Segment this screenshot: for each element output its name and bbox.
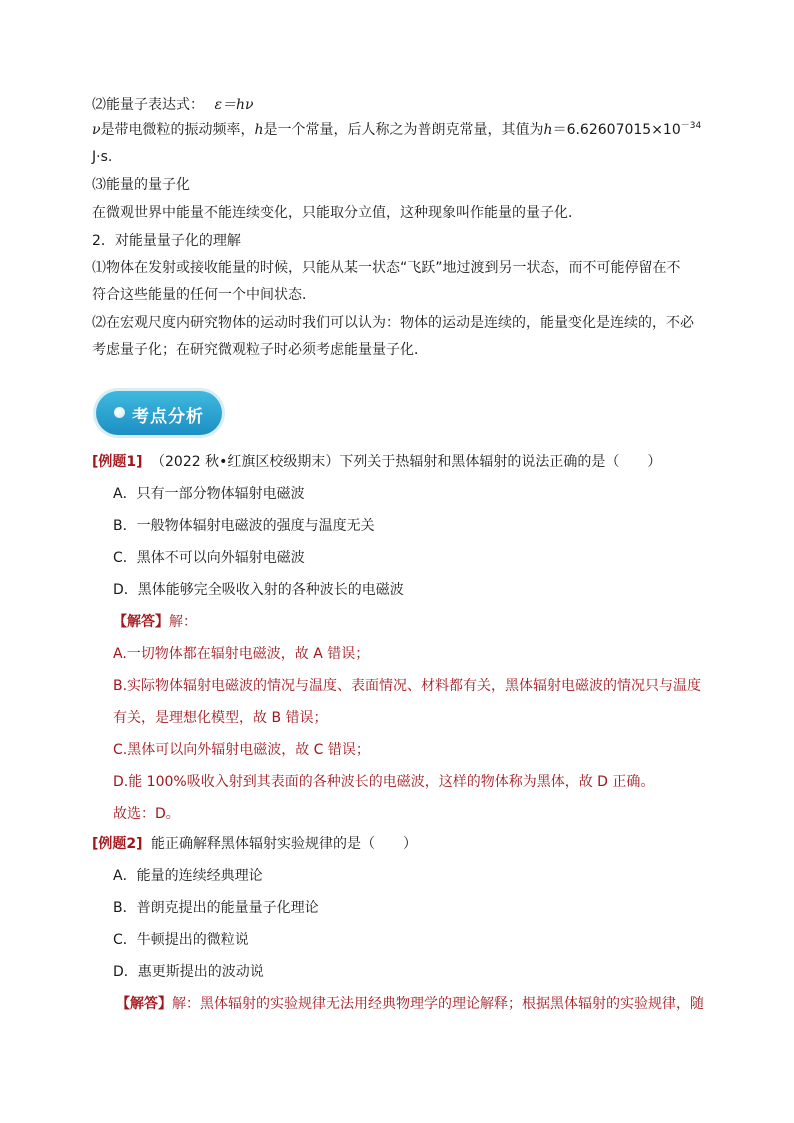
understanding-text-2: ⑵在宏观尺度内研究物体的运动时我们可以认为：物体的运动是连续的，能量变化是连续的，不必 [92, 315, 694, 331]
example-1-solution-a: A.一切物体都在辐射电磁波，故 A 错误； [113, 646, 370, 662]
example-1-question: （2022 秋•红旗区校级期末）下列关于热辐射和黑体辐射的说法正确的是（ ） [151, 454, 662, 470]
understanding-text-2-cont: 考虑量子化；在研究微观粒子时必须考虑能量量子化． [92, 342, 428, 358]
answer-label: 【解答】 [116, 996, 172, 1012]
answer-text: 解： [169, 614, 197, 630]
text: 是带电微粒的振动频率， [100, 122, 255, 138]
example-2-option-a: A．能量的连续经典理论 [113, 868, 263, 884]
example-1-answer-heading [113, 612, 197, 632]
example-1-solution-d: D.能 100%吸收入射到其表面的各种波长的电磁波，这样的物体称为黑体，故 D 正确。 [113, 774, 655, 790]
formula-heading [92, 95, 254, 115]
symbol-nu: ν [92, 122, 101, 138]
symbol-h: h [543, 122, 553, 138]
example-2-option-b: B．普朗克提出的能量量子化理论 [113, 900, 319, 916]
understanding-heading: 2．对能量量子化的理解 [92, 233, 241, 249]
example-2-answer [116, 994, 704, 1014]
example-1-option-b: B．一般物体辐射电磁波的强度与温度无关 [113, 518, 375, 534]
example-1-stem [92, 452, 661, 472]
example-2-question: 能正确解释黑体辐射实验规律的是（ ） [151, 836, 417, 852]
example-1-option-c: C．黑体不可以向外辐射电磁波 [113, 550, 305, 566]
bullet-icon [114, 407, 125, 418]
example-1-solution-c: C.黑体可以向外辐射电磁波，故 C 错误； [113, 742, 370, 758]
planck-value: ＝6.62607015×10 [552, 122, 681, 138]
example-1-choice: 故选：D。 [113, 806, 180, 822]
formula-heading-text: ⑵能量子表达式： [92, 97, 204, 113]
planck-unit: J·s. [92, 149, 113, 165]
section-badge-label: 考点分析 [132, 407, 204, 427]
understanding-text-1: ⑴物体在发射或接收能量的时候，只能从某一状态“飞跃”地过渡到另一状态，而不可能停留在不 [92, 260, 681, 276]
planck-exponent: －34 [680, 121, 702, 131]
example-2-stem [92, 834, 417, 854]
answer-text: 解：黑体辐射的实验规律无法用经典物理学的理论解释；根据黑体辐射的实验规律，随 [172, 996, 704, 1012]
example-2-option-c: C．牛顿提出的微粒说 [113, 932, 249, 948]
planck-constant-line [92, 120, 701, 142]
section-badge [96, 391, 222, 435]
example-1-option-d: D．黑体能够完全吸收入射的各种波长的电磁波 [113, 582, 404, 598]
example-2-label: [例题2] [92, 836, 143, 852]
example-1-solution-b-cont: 有关，是理想化模型，故 B 错误； [113, 710, 328, 726]
example-2-option-d: D．惠更斯提出的波动说 [113, 964, 264, 980]
quantization-text: 在微观世界中能量不能连续变化，只能取分立值，这种现象叫作能量的量子化． [92, 205, 582, 221]
example-1-label: [例题1] [92, 454, 143, 470]
formula: ε＝hν [214, 97, 254, 113]
example-1-option-a: A．只有一部分物体辐射电磁波 [113, 486, 305, 502]
example-1-solution-b: B.实际物体辐射电磁波的情况与温度、表面情况、材料都有关，黑体辐射电磁波的情况只与温度 [113, 678, 702, 694]
understanding-text-1-cont: 符合这些能量的任何一个中间状态． [92, 287, 316, 303]
quantization-heading: ⑶能量的量子化 [92, 177, 190, 193]
symbol-h: h [254, 122, 264, 138]
answer-label: 【解答】 [113, 614, 169, 630]
text: 是一个常量，后人称之为普朗克常量，其值为 [263, 122, 544, 138]
